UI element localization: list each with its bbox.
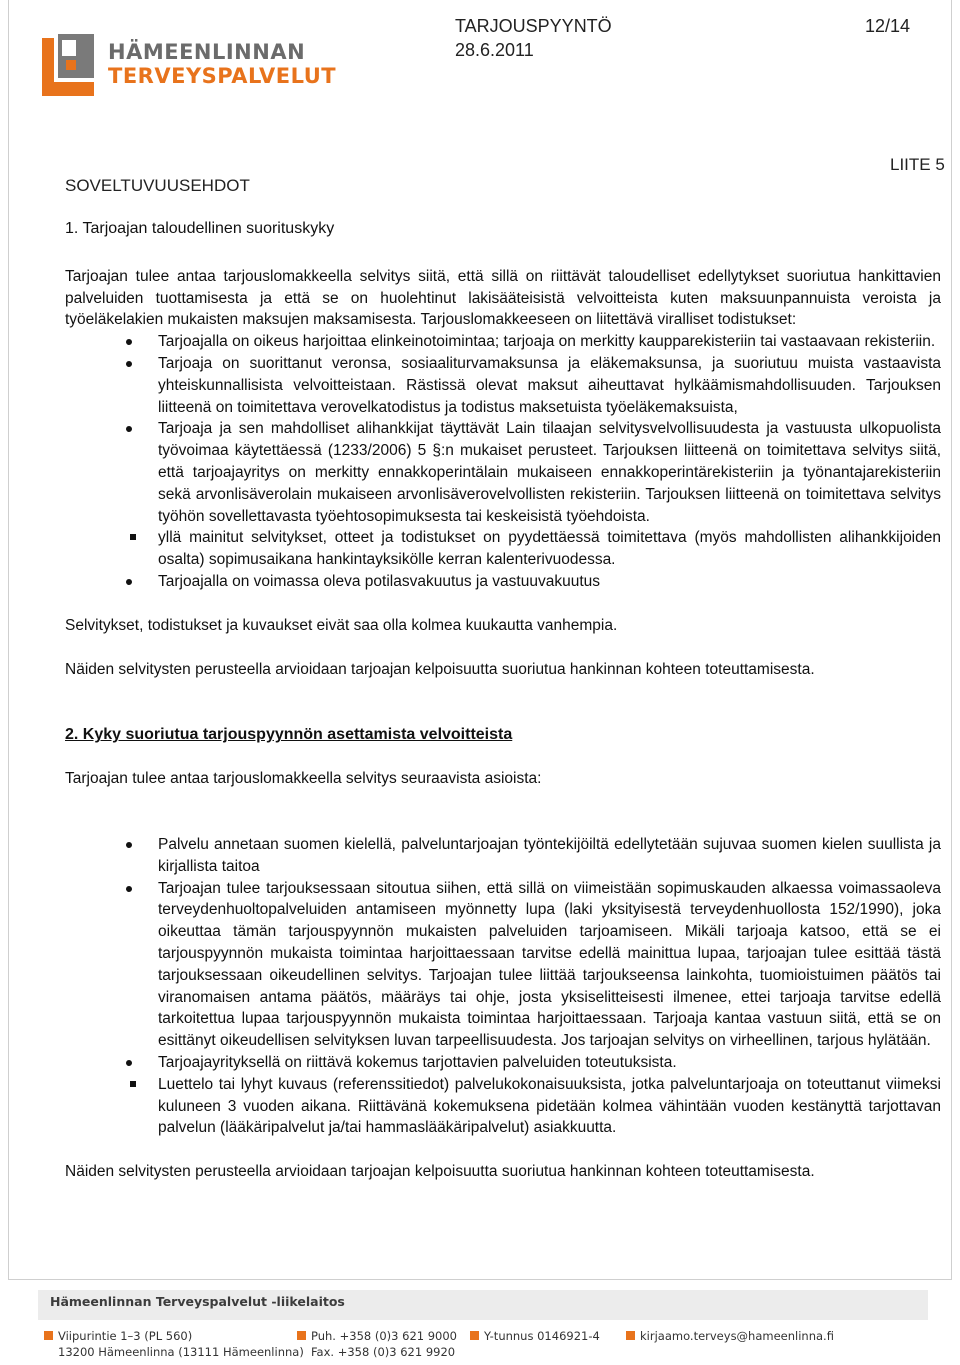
sub-list-item: yllä mainitut selvitykset, otteet ja todistukset on pyydettäessä toimitettava (myös mahdollisten alihankkijoiden osalta) sopimusaikana hankintayksikölle kerran kalenterivuodessa. [158,527,941,571]
section1-note: Selvitykset, todistukset ja kuvaukset eivät saa olla kolmea kuukautta vanhempia. [65,616,618,634]
logo-text-line1: HÄMEENLINNAN [108,40,306,64]
list-item: Tarjoaja on suorittanut veronsa, sosiaaliturvamaksunsa ja eläkemaksunsa, ja suoriutuu muista vastaavista yhteiskunnallisista velvoitteistaan. Rästissä olevat maksut aiheuttavat hylkäämismahdollisuuden. Tarjouksen liitteenä on toimitettava verovelkatodistus ja todistus maksetuista työeläkemaksuista, [158,353,941,418]
footer-address [44,1328,304,1360]
section1-closing: Näiden selvitysten perusteella arvioidaan tarjoajan kelpoisuutta suoriutua hankinnan kohteen toteuttamisesta. [65,660,815,678]
list-item: Tarjoajalla on voimassa oleva potilasvakuutus ja vastuuvakuutus [158,571,941,593]
bullet-square-icon [297,1331,306,1340]
document-date: 28.6.2011 [455,40,534,60]
footer-organization: Hämeenlinnan Terveyspalvelut -liikelaitos [50,1294,345,1309]
logo-mark-icon [40,34,100,96]
section1-sub-list [65,527,941,571]
list-item: Tarjoajayrityksellä on riittävä kokemus tarjottavien palveluiden toteutuksista. [158,1052,941,1074]
section2-closing: Näiden selvitysten perusteella arvioidaan tarjoajan kelpoisuutta suoriutua hankinnan kohteen toteuttamisesta. [65,1163,815,1181]
document-title: TARJOUSPYYNTÖ [455,16,612,36]
footer-address-line1: Viipurintie 1–3 (PL 560) [58,1329,193,1343]
list-item: Tarjoaja ja sen mahdolliset alihankkijat täyttävät Lain tilaajan selvitysvelvollisuudesta ja vastuusta ulkopuolista työvoimaa käytettäessä (1233/2006) 5 §:n mukaiset perusteet. Tarjouksen liitteenä on toimitettava selvitys siitä, että tarjoajayritys on merkitty ennakkoperintälain mukaiseen ennakkoperintärekisteriin ja työnantajarekisteriin sekä arvonlisäverolain mukaiseen arvonlisäverovelvollisten rekisteriin. Tarjouksen liitteenä on toimitettava selvitys työhön sovellettavasta työehtosopimuksesta tai keskeisistä työehdoista. [158,418,941,527]
logo-text-line2: TERVEYSPALVELUT [108,64,337,88]
organization-logo [40,34,337,96]
list-item: Tarjoajan tulee tarjouksessaan sitoutua siihen, että sillä on viimeistään sopimuskauden alkaessa voimassaoleva terveydenhuoltopalveluiden antamiseen myönnetty lupa (laki yksityisestä terveydenhuollosta 152/1990), joka oikeuttaa tämän tarjouspyynnön mukaisten palveluiden tarjoamiseen. Mikäli tarjoaja katsoo, että se ei tarjouspyynnön mukaista toimintaa harjoittaessaan tarvitse edellä mainittua lupaa, tarjoajan tulee esittää tästä tarjouksessaan oikeudellinen selvitys. Tarjoajan tulee liittää tarjoukseensa lainkohta, tuomioistuimen päätös tai viranomaisen antama päätös, määräys tai ohje, josta yksiselitteisesti ilmenee, ettei tarjoaja tarvitse edellä tarkoitettua lupaa tarjouspyynnön mukaista toimintaa harjoittaessaan. Tarjoaja kantaa vastuun siitä, että se on esittänyt oikeudellisen selvityksen luvan tarpeellisuudesta. Jos tarjoajan selvitys on virheellinen, tarjous hylätään. [158,878,941,1052]
section-title: SOVELTUVUUSEHDOT [65,176,250,195]
footer-address-line2: 13200 Hämeenlinna (13111 Hämeenlinna) [58,1345,304,1359]
bullet-square-icon [44,1331,53,1340]
section1-bullet-list [65,331,941,527]
bullet-square-icon [626,1331,635,1340]
section1-heading: 1. Tarjoajan taloudellinen suorituskyky [65,220,335,237]
footer-business-id-block [470,1328,600,1344]
page-number: 12/14 [865,16,911,36]
bullet-square-icon [470,1331,479,1340]
section1-bullet-list-end [65,571,941,593]
section2-sub-list [65,1074,941,1139]
document-body [65,218,941,1183]
footer-contact [297,1328,457,1360]
list-item: Palvelu annetaan suomen kielellä, palveluntarjoajan työntekijöiltä edellytetään sujuvaa suomen kielen suullista ja kirjallista taitoa [158,834,941,878]
footer-business-id: Y-tunnus 0146921-4 [484,1329,600,1343]
footer-email-block [626,1328,834,1344]
section2-heading: 2. Kyky suoriutua tarjouspyynnön asettamista velvoitteista [65,726,513,744]
section1-intro: Tarjoajan tulee antaa tarjouslomakkeella selvitys siitä, että sillä on riittävät taloudelliset edellytykset suoriutua hankittavien palveluiden tuottamisesta ja että se on huolehtinut lakisääteisistä velvoitteista kuten maksuunpannuista veroista ja työeläkelakien mukaisten maksujen maksamisesta. Tarjouslomakkeeseen on liitettävä viralliset todistukset: [65,267,941,329]
sub-list-item: Luettelo tai lyhyt kuvaus (referenssitiedot) palvelukokonaisuuksista, jotka palveluntarjoaja on toteuttanut viimeksi kuluneen 3 vuoden aikana. Riittävänä kokemuksena pidetään kolmea vähintään vuoden kestänyttä tarjottavan palvelun (lääkäripalvelut ja/tai hammaslääkäripalvelut) asiakkuutta. [158,1074,941,1139]
section2-bullet-list [65,834,941,1074]
attachment-label: LIITE 5 [890,155,945,174]
section2-intro: Tarjoajan tulee antaa tarjouslomakkeella selvitys seuraavista asioista: [65,770,542,788]
footer-phone: Puh. +358 (0)3 621 9000 [311,1329,457,1343]
list-item: Tarjoajalla on oikeus harjoittaa elinkeinotoimintaa; tarjoaja on merkitty kaupparekisteriin tai vastaavaan rekisteriin. [158,331,941,353]
footer-email[interactable]: kirjaamo.terveys@hameenlinna.fi [640,1329,834,1343]
footer-fax: Fax. +358 (0)3 621 9920 [311,1345,456,1359]
